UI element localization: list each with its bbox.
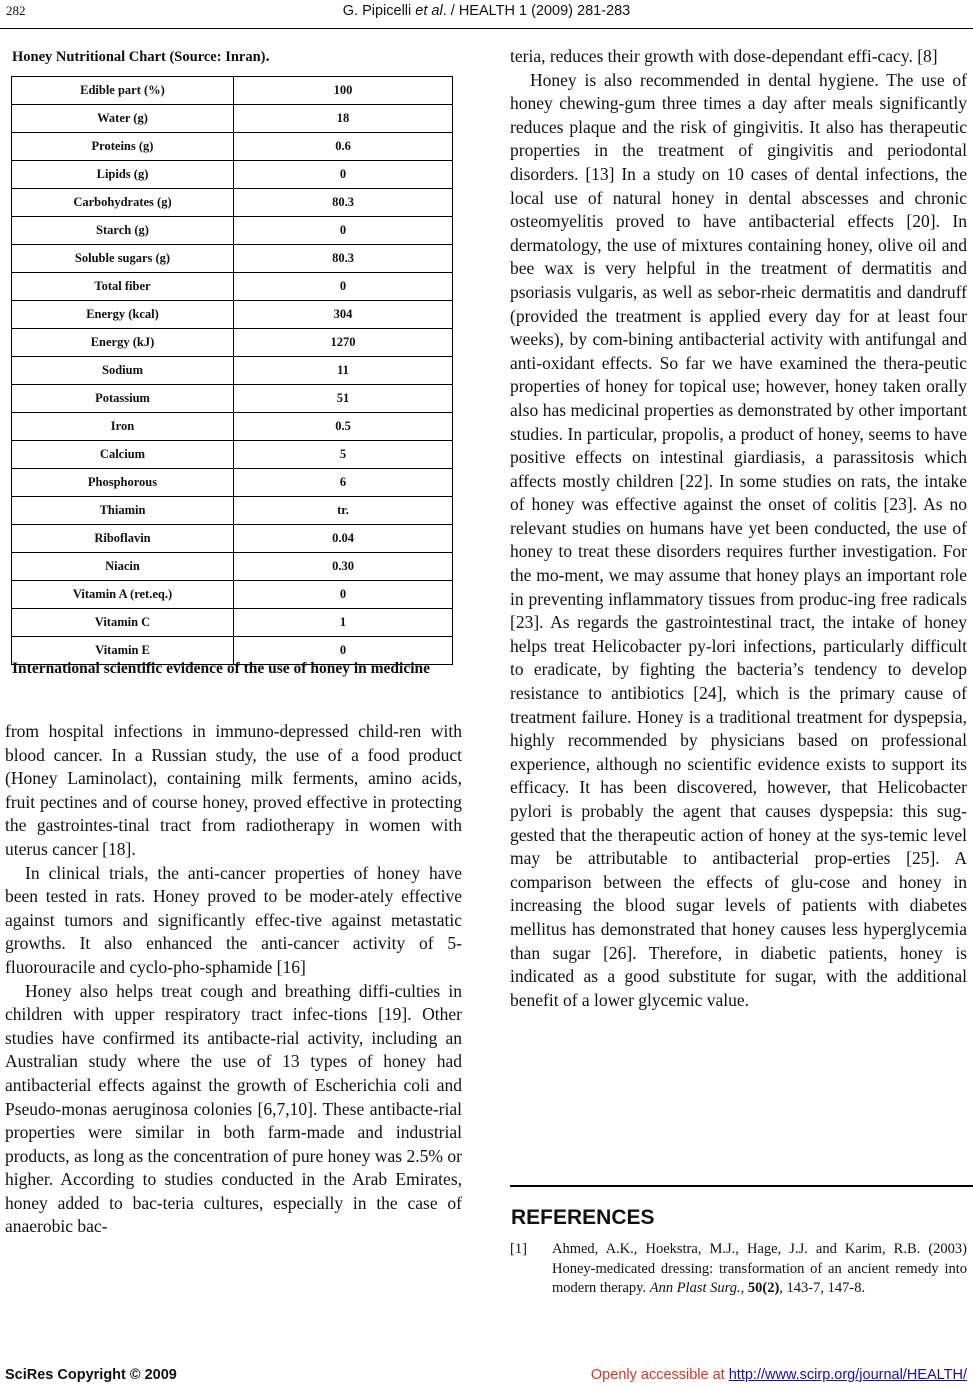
nutrient-value-cell: 100	[234, 77, 453, 105]
nutrient-value-cell: 5	[234, 441, 453, 469]
nutrient-name-cell: Vitamin E	[12, 637, 234, 665]
table-caption-dot: .	[265, 46, 270, 65]
table-row	[12, 245, 453, 273]
table-row	[12, 77, 453, 105]
table-row	[12, 609, 453, 637]
running-title-etal: et al	[415, 3, 443, 19]
table-row	[12, 329, 453, 357]
nutrient-value-cell: 0.30	[234, 553, 453, 581]
references-heading: REFERENCES	[511, 1206, 655, 1229]
nutrition-table	[11, 76, 453, 665]
table-row	[12, 553, 453, 581]
running-title	[0, 3, 973, 19]
nutrient-name-cell: Calcium	[12, 441, 234, 469]
nutrient-value-cell: 0	[234, 161, 453, 189]
nutrient-value-cell: 0.6	[234, 133, 453, 161]
nutrient-name-cell: Energy (kcal)	[12, 301, 234, 329]
reference-number: [1]	[510, 1241, 527, 1257]
nutrient-name-cell: Energy (kJ)	[12, 329, 234, 357]
nutrient-value-cell: 51	[234, 385, 453, 413]
right-column	[510, 45, 967, 1012]
paragraph: from hospital infections in immuno-depressed child-ren with blood cancer. In a Russian study, the use of a food product (Honey Laminolact), containing milk ferments, amino acids, fruit pectines and of course honey, proved effective in protecting the gastrointes-tinal tract from radiotherapy in women with uterus cancer [18].	[5, 721, 462, 859]
nutrient-name-cell: Vitamin C	[12, 609, 234, 637]
nutrient-value-cell: tr.	[234, 497, 453, 525]
reference-text	[552, 1240, 967, 1299]
running-title-journal: . / HEALTH 1 (2009) 281-283	[442, 3, 631, 19]
table-row	[12, 581, 453, 609]
table-row	[12, 273, 453, 301]
nutrient-name-cell: Niacin	[12, 553, 234, 581]
table-caption	[12, 46, 270, 66]
reference-body: Ahmed, A.K., Hoekstra, M.J., Hage, J.J. and Karim, R.B. (2003) Honey-medicated dressing: transformation of an ancient remedy into modern therapy.	[552, 1241, 967, 1296]
table-row	[12, 133, 453, 161]
header-rule	[0, 28, 973, 29]
nutrient-value-cell: 0	[234, 581, 453, 609]
nutrient-value-cell: 304	[234, 301, 453, 329]
journal-link[interactable]: http://www.scirp.org/journal/HEALTH/	[728, 1367, 967, 1383]
nutrient-value-cell: 11	[234, 357, 453, 385]
table-caption-text: Honey Nutritional Chart (Source: Inran)	[12, 49, 266, 65]
access-notice	[591, 1367, 967, 1383]
table-row	[12, 497, 453, 525]
nutrient-name-cell: Potassium	[12, 385, 234, 413]
table-row	[12, 357, 453, 385]
nutrient-value-cell: 0	[234, 217, 453, 245]
paragraph: Honey also helps treat cough and breathing diffi-culties in children with upper respiratory tract infec-tions [19]. Other studies have confirmed its antibacte-rial activity, including an Australian study where the use of 13 types of honey had antibacterial effects against the growth of Escherichia coli and Pseudo-monas aeruginosa colonies [6,7,10]. These antibacte-rial properties were similar in both farm-made and industrial products, as long as the concentration of pure honey was 2.5% or higher. According to studies conducted in the Arab Emirates, honey added to bac-teria cultures, especially in the case of anaerobic bac-	[5, 980, 462, 1237]
table-row	[12, 385, 453, 413]
nutrient-name-cell: Soluble sugars (g)	[12, 245, 234, 273]
nutrient-value-cell: 0	[234, 273, 453, 301]
nutrient-name-cell: Proteins (g)	[12, 133, 234, 161]
nutrient-name-cell: Carbohydrates (g)	[12, 189, 234, 217]
table-row	[12, 525, 453, 553]
table-row	[12, 105, 453, 133]
copyright: SciRes Copyright © 2009	[5, 1367, 177, 1383]
nutrient-name-cell: Vitamin A (ret.eq.)	[12, 581, 234, 609]
nutrient-name-cell: Sodium	[12, 357, 234, 385]
nutrient-value-cell: 6	[234, 469, 453, 497]
left-column	[5, 720, 462, 1239]
reference-journal: Ann Plast Surg.	[649, 1280, 741, 1296]
access-text: Openly accessible at	[590, 1367, 729, 1383]
table-row	[12, 301, 453, 329]
running-title-authors: G. Pipicelli	[342, 3, 416, 19]
table-row	[12, 441, 453, 469]
table-row	[12, 469, 453, 497]
nutrient-name-cell: Phosphorous	[12, 469, 234, 497]
nutrient-name-cell: Starch (g)	[12, 217, 234, 245]
reference-volume: 50(2)	[747, 1280, 780, 1296]
nutrition-table-body	[12, 77, 453, 665]
table-row	[12, 413, 453, 441]
table-row	[12, 217, 453, 245]
page-number: 282	[6, 3, 26, 18]
references-rule	[510, 1185, 973, 1187]
nutrient-name-cell: Total fiber	[12, 273, 234, 301]
nutrient-value-cell: 1	[234, 609, 453, 637]
nutrient-name-cell: Iron	[12, 413, 234, 441]
table-row	[12, 161, 453, 189]
nutrient-name-cell: Water (g)	[12, 105, 234, 133]
nutrient-value-cell: 0	[234, 637, 453, 665]
table-row	[12, 189, 453, 217]
nutrient-name-cell: Thiamin	[12, 497, 234, 525]
reference-separator: ,	[740, 1280, 748, 1296]
paragraph: Honey is also recommended in dental hygiene. The use of honey chewing-gum three times a day after meals significantly reduces plaque and the risk of gingivitis. It also has therapeutic properties in the treatment of gingivitis and periodontal disorders. [13] In a study on 10 cases of dental infections, the local use of natural honey in dental abscesses and chronic osteomyelitis proved to have antibacterial effects [20]. In dermatology, the use of mixtures containing honey, olive oil and bee wax is very helpful in the treatment of dermatitis and psoriasis vulgaris, as well as sebor-rheic dermatitis and dandruff (provided the treatment is applied every day for at least four weeks), by com-bining antibacterial activity with antifungal and anti-oxidant effects. So far we have examined the thera-peutic properties of honey for topical use; however, honey taken orally also has medicinal properties as demonstrated by other important studies. In particular, propolis, a product of honey, seems to have positive effects on intestinal giardiasis, a parassitosis which affects mostly children [22]. In some studies on rats, the intake of honey was effective against the onset of colitis [23]. As no relevant studies on humans have yet been conducted, the use of honey to treat these disorders requires further investigation. For the mo-ment, we may assume that honey plays an important role in preventing inflammatory tissues from produc-ing free radicals [23]. As regards the gastrointestinal tract, the intake of honey helps treat Helicobacter py-lori infections, particularly difficult to eradicate, by fighting the bacteria’s tendency to develop resistance to antibiotics [24], which is the primary cause of treatment failure. Honey is a traditional treatment for dyspepsia, highly recommended by physicians based on professional experience, although no scientific evidence exists to support its efficacy. It has been discovered, however, that Helicobacter pylori is probably the agent that causes dyspepsia: this sug-gested that the therapeutic action of honey at the sys-temic level may be attributable to antibacterial prop-erties [25]. A comparison between the effects of glu-cose and honey in increasing the blood sugar levels of patients with diabetes mellitus has demonstrated that honey causes less hyperglycemia than sugar [26]. Therefore, in diabetic patients, honey is indicated as a good substitute for sugar, with the additional benefit of a lower glycemic value.	[510, 69, 967, 1010]
nutrient-value-cell: 80.3	[234, 245, 453, 273]
nutrient-value-cell: 0.04	[234, 525, 453, 553]
nutrient-name-cell: Lipids (g)	[12, 161, 234, 189]
nutrient-value-cell: 0.5	[234, 413, 453, 441]
paragraph: teria, reduces their growth with dose-dependant effi-cacy. [8]	[510, 46, 938, 66]
nutrient-value-cell: 80.3	[234, 189, 453, 217]
section-heading: International scientific evidence of the use of honey in medicine	[12, 660, 431, 677]
nutrient-name-cell: Riboflavin	[12, 525, 234, 553]
nutrient-name-cell: Edible part (%)	[12, 77, 234, 105]
nutrient-value-cell: 1270	[234, 329, 453, 357]
nutrient-value-cell: 18	[234, 105, 453, 133]
reference-item	[510, 1240, 967, 1299]
paragraph: In clinical trials, the anti-cancer properties of honey have been tested in rats. Honey proved to be moder-ately effective against tumors and significantly effec-tive against metastatic growths. It also enhanced the anti-cancer activity of 5-fluorouracile and cyclo-pho-sphamide [16]	[5, 862, 462, 977]
reference-pages: , 143-7, 147-8.	[779, 1280, 866, 1296]
